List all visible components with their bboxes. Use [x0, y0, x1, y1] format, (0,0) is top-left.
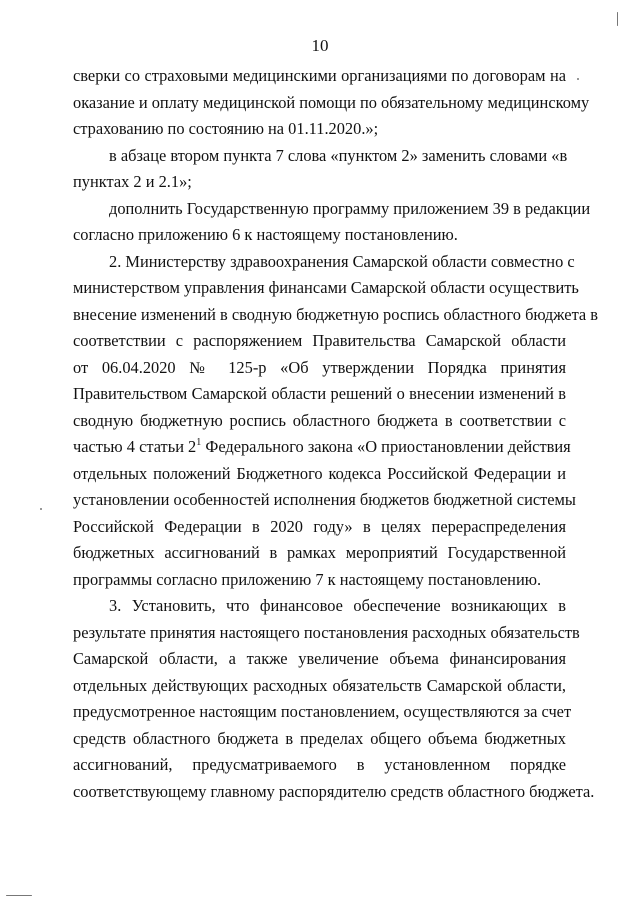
- scan-mark: [6, 895, 32, 896]
- text-line: установлении особенностей исполнения бюджетов бюджетной системы: [73, 490, 576, 509]
- text-line: от 06.04.2020 № 125-р «Об утверждении Порядка принятия: [73, 357, 566, 377]
- text-line: программы согласно приложению 7 к настоящему постановлению.: [73, 569, 542, 589]
- text-line: 2. Министерству здравоохранения Самарской области совместно с: [109, 251, 575, 271]
- text-line: 3. Установить, что финансовое обеспечение возникающих в: [109, 596, 566, 615]
- paragraph-continuation: [73, 63, 590, 143]
- paragraph-amend-item-7: [73, 143, 566, 196]
- text-line: предусмотренное настоящим постановлением, осуществляются за счет: [73, 702, 572, 721]
- text-line: Самарской области, а также увеличение объема финансирования: [73, 649, 566, 668]
- scan-speck: [40, 508, 42, 510]
- text-line: внесение изменений в сводную бюджетную роспись областного бюджета в: [73, 304, 599, 324]
- text-line: ассигнований, предусматриваемого в установленном порядке: [73, 755, 566, 774]
- text-line: согласно приложению 6 к настоящему постановлению.: [73, 225, 458, 244]
- document-body: [73, 63, 599, 805]
- text-line: сверки со страховыми медицинскими организациями по договорам на: [73, 66, 566, 85]
- text-line: отдельных положений Бюджетного кодекса Российской Федерации и: [73, 463, 566, 483]
- paragraph-add-appendix: [73, 196, 591, 249]
- paragraph-clause-3: [73, 593, 595, 805]
- text-line: сводную бюджетную роспись областного бюджета в соответствии с: [73, 410, 566, 430]
- text-line-with-superscript: [73, 434, 571, 461]
- text-line: результате принятия настоящего постановления расходных обязательств: [73, 622, 580, 642]
- text-line: Российской Федерации в 2020 году» в целях перераспределения: [73, 516, 566, 536]
- text-line: пунктах 2 и 2.1»;: [73, 172, 192, 191]
- text-fragment: Федерального закона «О приостановлении действия: [201, 437, 571, 456]
- text-fragment: частью 4 статьи 2: [73, 437, 197, 456]
- text-line: Правительством Самарской области решений о внесении изменений в: [73, 384, 566, 403]
- text-line: соответствии с распоряжением Правительства Самарской области: [73, 331, 566, 350]
- text-line: дополнить Государственную программу приложением 39 в редакции: [109, 198, 591, 218]
- text-line: бюджетных ассигнований в рамках мероприятий Государственной: [73, 543, 566, 562]
- paragraph-clause-2: [73, 249, 599, 594]
- page-number: 10: [311, 36, 329, 55]
- text-line: средств областного бюджета в пределах общего объема бюджетных: [73, 728, 566, 748]
- scan-speck: [577, 78, 579, 80]
- text-line: министерством управления финансами Самарской области осуществить: [73, 278, 579, 297]
- superscript: 1: [196, 437, 202, 448]
- text-line: соответствующему главному распорядителю средств областного бюджета.: [73, 781, 595, 801]
- text-line: отдельных действующих расходных обязательств Самарской области,: [73, 675, 566, 695]
- text-line: страхованию по состоянию на 01.11.2020.»;: [73, 119, 379, 138]
- scan-speck: [617, 12, 618, 26]
- text-line: в абзаце втором пункта 7 слова «пунктом 2» заменить словами «в: [109, 145, 568, 165]
- text-line: оказание и оплату медицинской помощи по обязательному медицинскому: [73, 92, 590, 112]
